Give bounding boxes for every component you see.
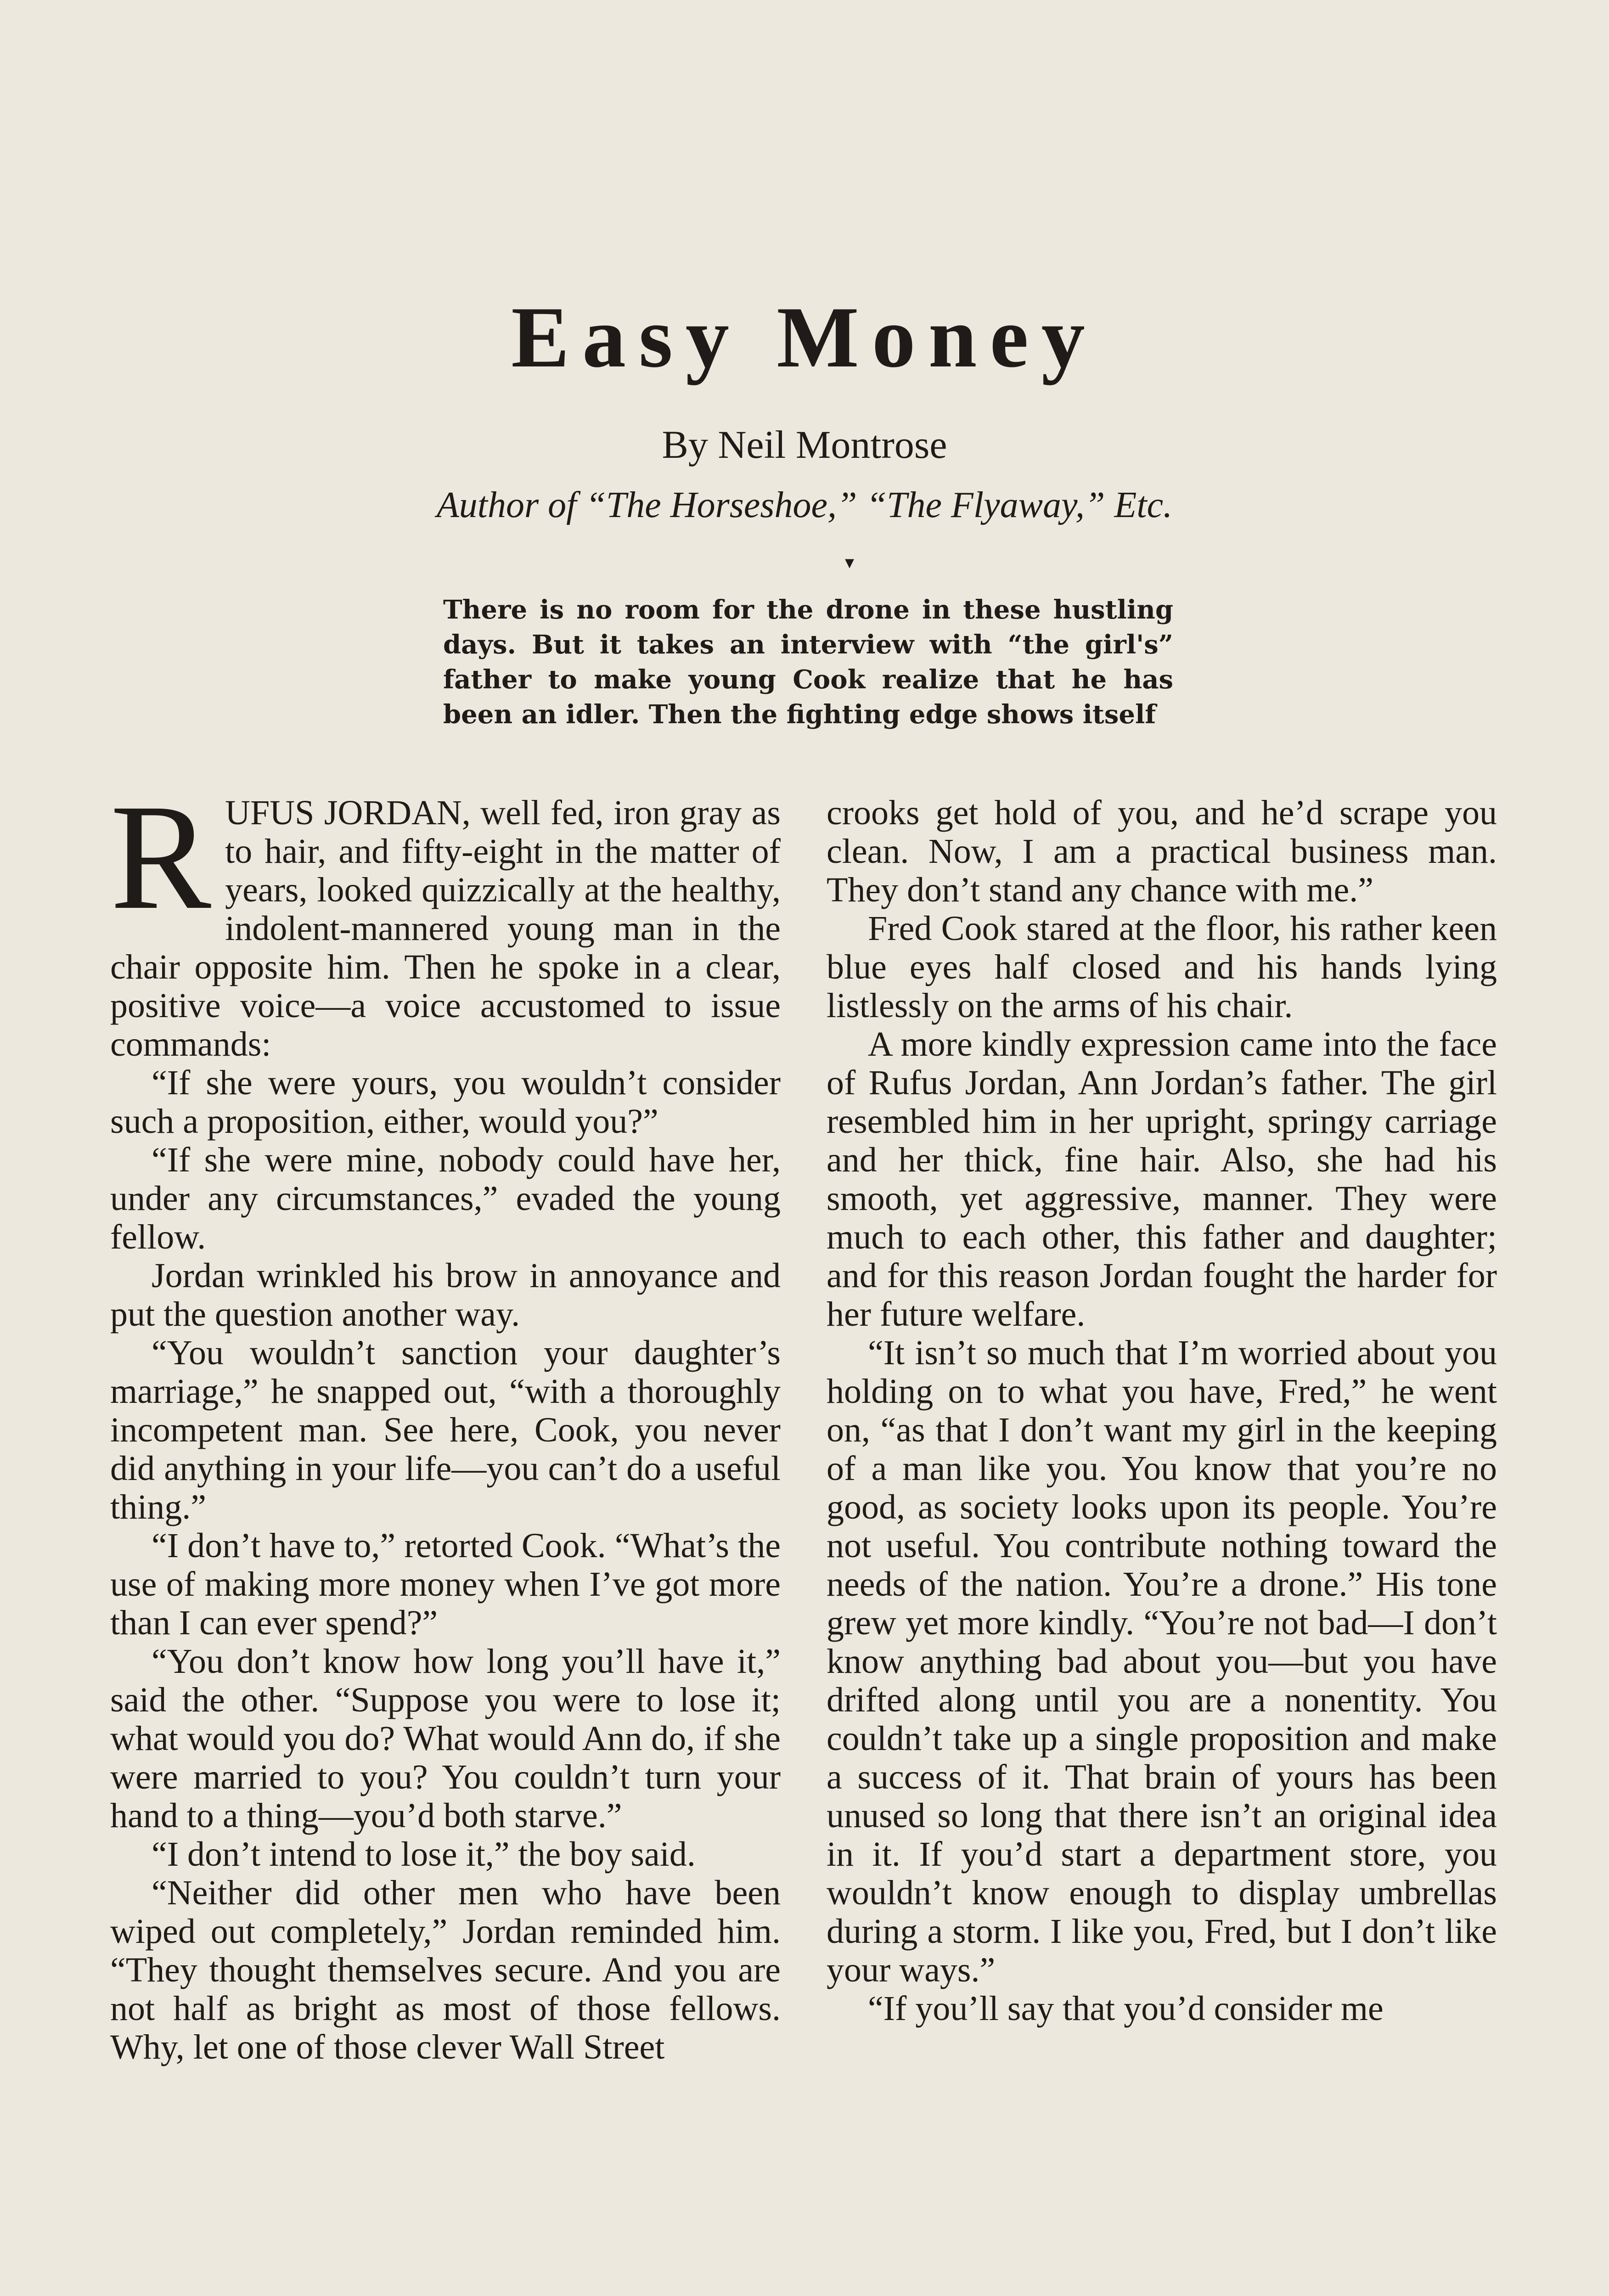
drop-cap: R [110,773,212,941]
paragraph: “I don’t have to,” retorted Cook. “What’s the use of making more money when I’ve got more than I can ever spend?” [110,1526,781,1642]
paragraph: “It isn’t so much that I’m worried about you holding on to what you have, Fred,” he went on, “as that I don’t want my girl in the keeping of a man like you. You know that you’re no good, as society looks upon its people. You’re not useful. You contribute nothing toward the needs of the nation. You’re a drone.” His tone grew yet more kindly. “You’re not bad—I don’t know anything bad about you—but you have drifted along until you are a nonentity. You couldn’t take up a single proposition and make a success of it. That brain of yours has been unused so long that there isn’t an original idea in it. If you’d start a department store, you wouldn’t know enough to display umbrellas during a storm. I like you, Fred, but I don’t like your ways.” [827,1334,1497,1989]
paragraph-text: UFUS JORDAN, well fed, iron gray as to hair, and fifty-eight in the matter of years, looked quizzically at the healthy, indolent-mannered young man in the chair opposite him. Then he spoke in a clear, positive voice—a voice accustomed to issue commands: [110,793,781,1064]
article-blurb: There is no room for the drone in these hustling days. But it takes an interview with “the girl's” father to make young Cook realize that he has been an idler. Then the fighting edge shows itself [443,595,1173,730]
ornament-mark: ▾ [845,552,855,573]
article-title: Easy Money [511,289,1098,386]
paragraph: Fred Cook stared at the floor, his rather keen blue eyes half closed and his hands lying listlessly on the arms of his chair. [827,909,1497,1025]
lead-paragraph [110,773,781,1064]
author-credit: Author of “The Horseshoe,” “The Flyaway,” Etc. [436,485,1173,525]
paragraph: Jordan wrinkled his brow in annoyance and put the question another way. [110,1256,781,1334]
paragraph: “You don’t know how long you’ll have it,” said the other. “Suppose you were to lose it; what would you do? What would Ann do, if she were married to you? You couldn’t turn your hand to a thing—you’d both starve.” [110,1642,781,1835]
paragraph: A more kindly expression came into the face of Rufus Jordan, Ann Jordan’s father. The girl resembled him in her upright, springy carriage and her thick, fine hair. Also, she had his smooth, yet aggressive, manner. They were much to each other, this father and daughter; and for this reason Jordan fought the harder for her future welfare. [827,1025,1497,1334]
paragraph: “Neither did other men who have been wiped out completely,” Jordan reminded him. “They thought themselves secure. And you are not half as bright as most of those fellows. Why, let one of those clever Wall Street [110,1874,781,2066]
byline: By Neil Montrose [662,422,947,467]
paragraph: “If she were mine, nobody could have her, under any circumstances,” evaded the young fellow. [110,1141,781,1256]
paragraph: “If she were yours, you wouldn’t consider such a proposition, either, would you?” [110,1064,781,1141]
paragraph-continued: crooks get hold of you, and he’d scrape you clean. Now, I am a practical business man. They don’t stand any chance with me.” [827,793,1497,909]
paragraph: “If you’ll say that you’d consider me [868,1989,1384,2028]
left-column [110,773,781,2066]
right-column [827,793,1497,2028]
paragraph: “I don’t intend to lose it,” the boy said. [152,1835,696,1874]
paragraph: “You wouldn’t sanction your daughter’s marriage,” he snapped out, “with a thoroughly incompetent man. See here, Cook, you never did anything in your life—you can’t do a useful thing.” [110,1334,781,1526]
